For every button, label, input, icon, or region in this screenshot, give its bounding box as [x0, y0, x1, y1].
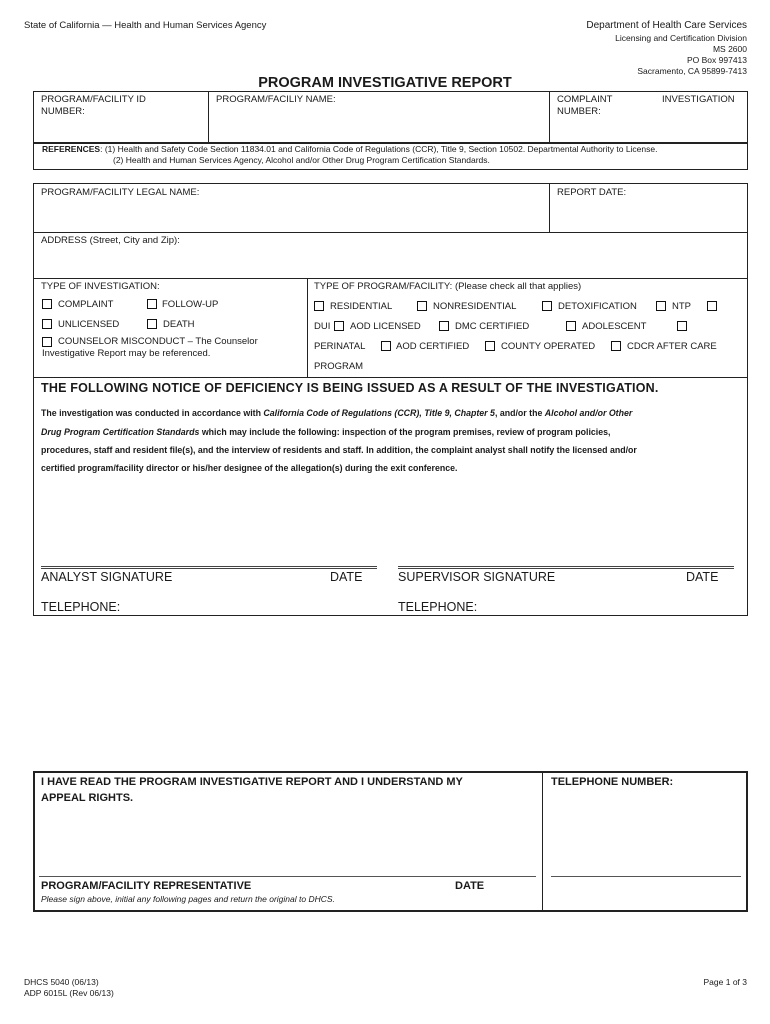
facility-id-field[interactable] [41, 118, 201, 140]
telephone-number-line[interactable] [551, 876, 741, 877]
county-operated-label: COUNTY OPERATED [501, 341, 596, 352]
analyst-date-label: DATE [330, 570, 363, 584]
detoxification-checkbox[interactable] [542, 301, 552, 311]
ntp-checkbox[interactable] [656, 301, 666, 311]
complaint-number-field[interactable] [555, 118, 743, 140]
unlicensed-option-label: UNLICENSED [58, 319, 120, 330]
analyst-signature-label: ANALYST SIGNATURE [41, 570, 173, 584]
cdcr-after-care-checkbox[interactable] [611, 341, 621, 351]
notice-heading: THE FOLLOWING NOTICE OF DEFICIENCY IS BEING ISSUED AS A RESULT OF THE INVESTIGATION. [41, 381, 659, 395]
address-label: ADDRESS (Street, City and Zip): [41, 235, 180, 246]
county-operated-checkbox[interactable] [485, 341, 495, 351]
nonresidential-checkbox[interactable] [417, 301, 427, 311]
references-label: REFERENCES [42, 144, 101, 154]
nonresidential-label: NONRESIDENTIAL [433, 301, 517, 312]
program-label: PROGRAM [314, 361, 364, 372]
department-name: Department of Health Care Services [586, 20, 747, 31]
complaint-label-2: NUMBER: [557, 106, 601, 117]
residential-checkbox[interactable] [314, 301, 324, 311]
dui-checkbox[interactable] [707, 301, 717, 311]
form-revision: ADP 6015L (Rev 06/13) [24, 988, 114, 998]
program-type-heading: TYPE OF PROGRAM/FACILITY: (Please check all that applies) [314, 281, 582, 292]
death-option-label: DEATH [163, 319, 195, 330]
aod-licensed-checkbox[interactable] [334, 321, 344, 331]
legal-name-label: PROGRAM/FACILITY LEGAL NAME: [41, 187, 200, 198]
appeal-statement-line-1: I HAVE READ THE PROGRAM INVESTIGATIVE REPORT AND I UNDERSTAND MY [41, 776, 463, 788]
references-line-2: (2) Health and Human Services Agency, Alcohol and/or Other Drug Program Certification Standards. [113, 155, 490, 165]
po-box: PO Box 997413 [686, 55, 747, 65]
adolescent-label: ADOLESCENT [582, 321, 647, 332]
representative-date-label: DATE [455, 880, 485, 892]
residential-label: RESIDENTIAL [330, 301, 393, 312]
facility-name-label: PROGRAM/FACILIY NAME: [216, 94, 336, 105]
ntp-label: NTP [672, 301, 691, 312]
supervisor-telephone-label: TELEPHONE: [398, 600, 478, 614]
appeal-statement-line-2: APPEAL RIGHTS. [41, 792, 134, 804]
follow-up-checkbox[interactable] [147, 299, 157, 309]
facility-name-field[interactable] [214, 108, 544, 140]
page-number: Page 1 of 3 [703, 977, 747, 987]
dmc-certified-label: DMC CERTIFIED [455, 321, 530, 332]
analyst-signature-line[interactable] [41, 566, 377, 569]
perinatal-label: PERINATAL [314, 341, 366, 352]
notice-paragraph-line-3: procedures, staff and resident file(s), and the interview of residents and staff. In addition, the complaint analyst shall notify the licensed and/or [41, 445, 637, 455]
follow-up-option-label: FOLLOW-UP [162, 299, 219, 310]
investigation-label: INVESTIGATION [662, 94, 735, 105]
references-line-1: REFERENCES: (1) Health and Safety Code Section 11834.01 and California Code of Regulations (CCR), Title 9, Section 10502. Departmental Authority to License. [42, 144, 658, 154]
complaint-label: COMPLAINT [557, 94, 613, 105]
mail-stop: MS 2600 [712, 44, 747, 54]
perinatal-checkbox[interactable] [677, 321, 687, 331]
notice-paragraph-line-2: Drug Program Certification Standards which may include the following: inspection of the program premises, review of program policies, [41, 427, 611, 437]
city-address: Sacramento, CA 95899-7413 [637, 66, 747, 76]
adolescent-checkbox[interactable] [566, 321, 576, 331]
division-name: Licensing and Certification Division [615, 33, 747, 43]
cdcr-after-care-label: CDCR AFTER CARE [627, 341, 717, 352]
report-date-field[interactable] [555, 200, 743, 230]
detoxification-label: DETOXIFICATION [558, 301, 637, 312]
telephone-number-label: TELEPHONE NUMBER: [551, 776, 674, 788]
complaint-checkbox[interactable] [42, 299, 52, 309]
death-checkbox[interactable] [147, 319, 157, 329]
representative-label: PROGRAM/FACILITY REPRESENTATIVE [41, 880, 252, 892]
agency-name: State of California — Health and Human Services Agency [24, 20, 267, 31]
analyst-telephone-label: TELEPHONE: [41, 600, 121, 614]
notice-paragraph-line-4: certified program/facility director or his/her designee of the allegation(s) during the exit conference. [41, 463, 458, 473]
supervisor-date-label: DATE [686, 570, 719, 584]
investigation-type-heading: TYPE OF INVESTIGATION: [41, 281, 160, 292]
complaint-option-label: COMPLAINT [58, 299, 114, 310]
notice-paragraph-line-1: The investigation was conducted in accordance with California Code of Regulations (CCR), Title 9, Chapter 5, and/or the Alcohol and/or Other [41, 408, 633, 418]
page-title: PROGRAM INVESTIGATIVE REPORT [258, 75, 512, 91]
facility-id-label-2: NUMBER: [41, 106, 85, 117]
deficiency-notes-field[interactable] [40, 478, 743, 564]
representative-signature-line[interactable] [39, 876, 536, 877]
counselor-misconduct-note: Investigative Report may be referenced. [42, 348, 211, 359]
aod-licensed-label: AOD LICENSED [350, 321, 421, 332]
supervisor-signature-label: SUPERVISOR SIGNATURE [398, 570, 556, 584]
counselor-misconduct-label: COUNSELOR MISCONDUCT – The Counselor [58, 336, 258, 347]
supervisor-signature-line[interactable] [398, 566, 734, 569]
counselor-misconduct-checkbox[interactable] [42, 337, 52, 347]
report-date-label: REPORT DATE: [557, 187, 627, 198]
unlicensed-checkbox[interactable] [42, 319, 52, 329]
dmc-certified-checkbox[interactable] [439, 321, 449, 331]
legal-name-field[interactable] [40, 200, 545, 230]
address-field[interactable] [40, 248, 743, 275]
dui-label: DUI [314, 321, 331, 332]
facility-id-label: PROGRAM/FACILITY ID [41, 94, 146, 105]
appeal-instruction: Please sign above, initial any following pages and return the original to DHCS. [41, 894, 335, 904]
form-number: DHCS 5040 (06/13) [24, 977, 99, 987]
aod-certified-label: AOD CERTIFIED [396, 341, 470, 352]
aod-certified-checkbox[interactable] [381, 341, 391, 351]
